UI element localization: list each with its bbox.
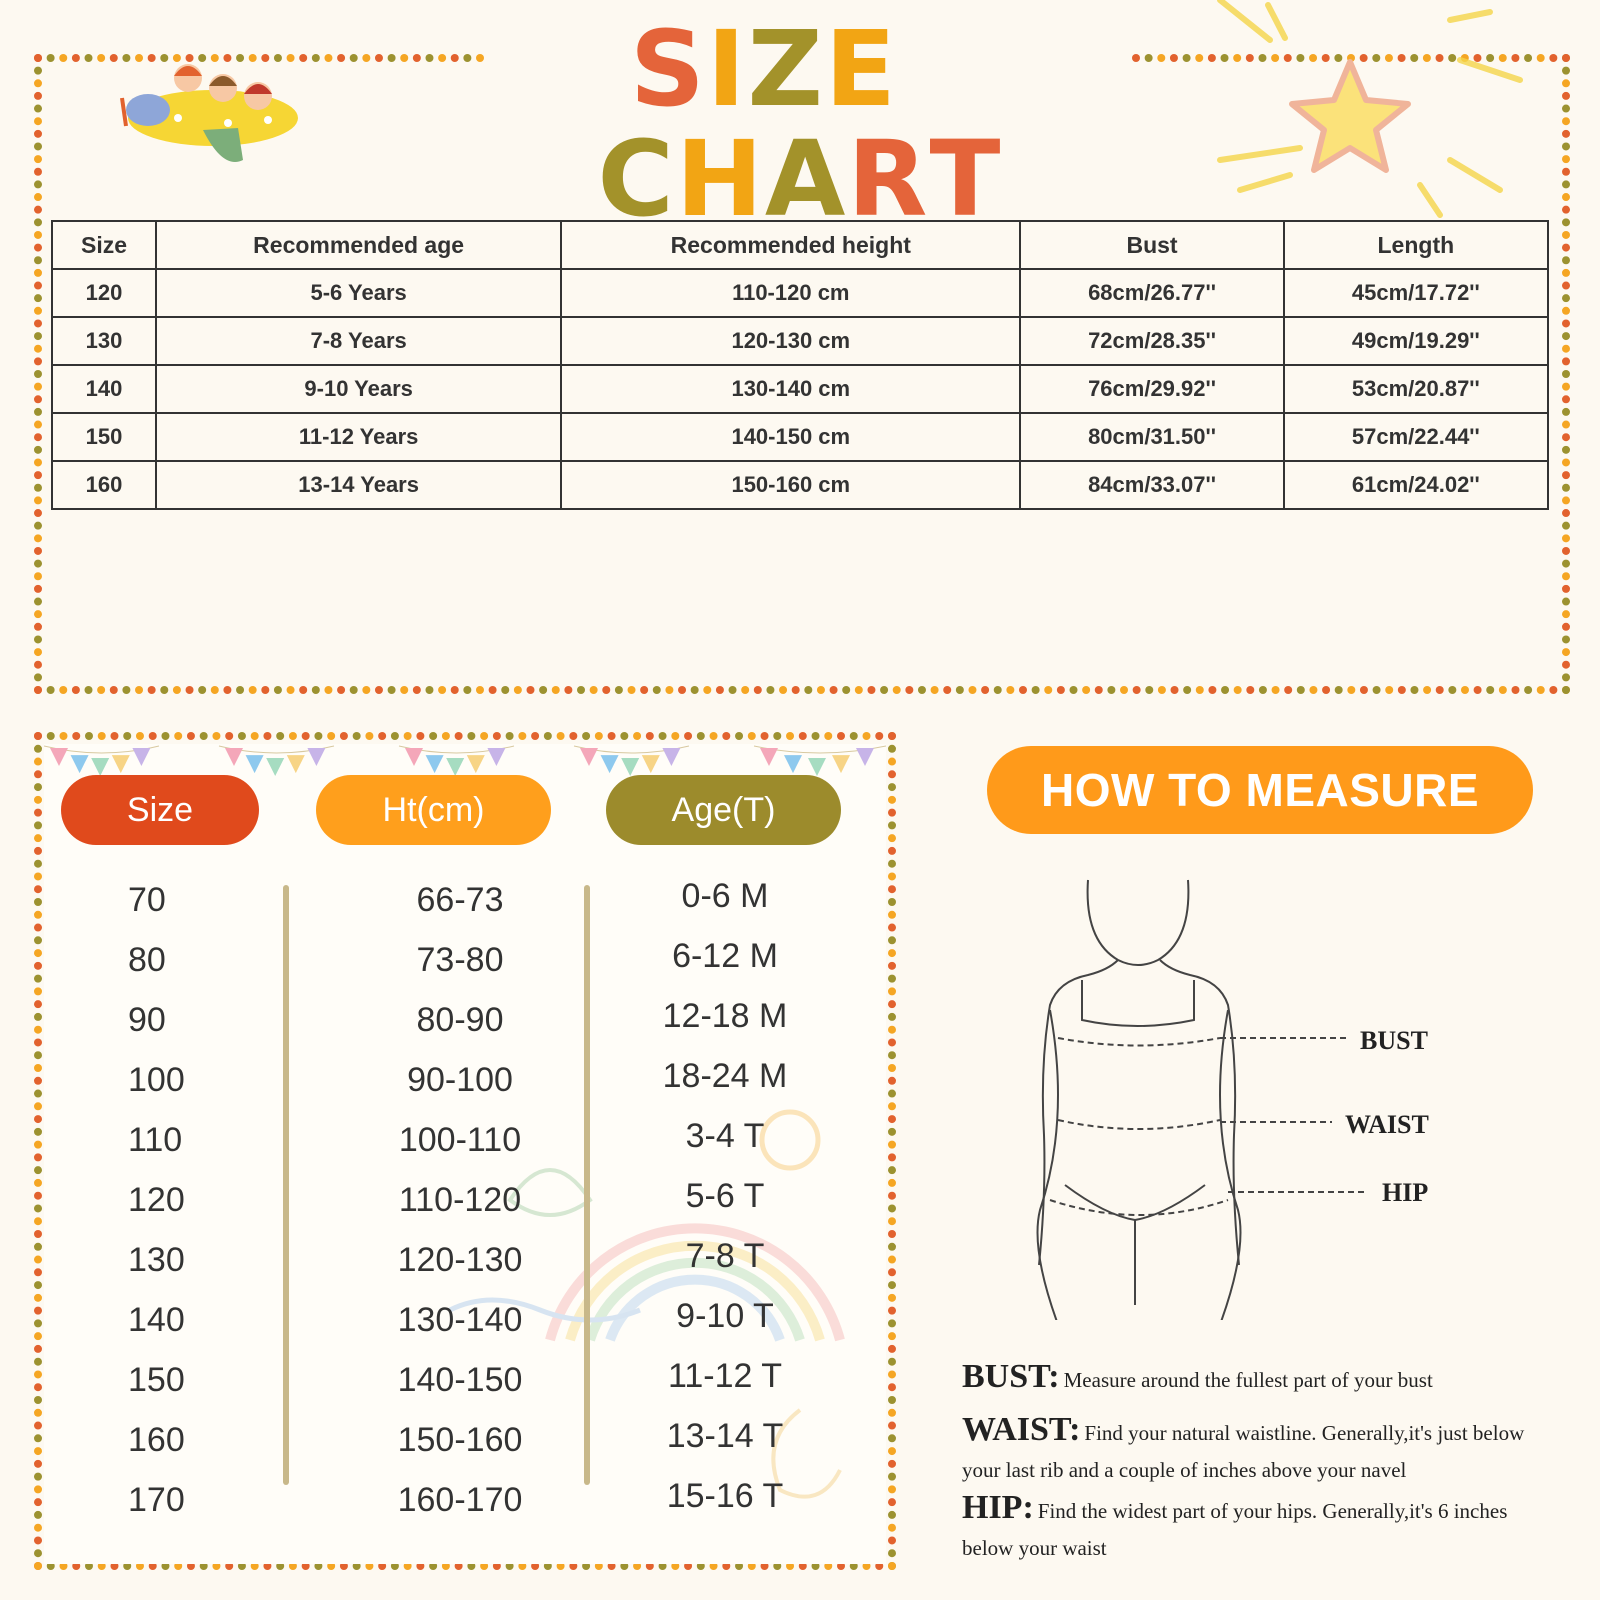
cell-age: 7-8 Years — [156, 317, 561, 365]
bust-instruction — [962, 1358, 1562, 1396]
height-value: 73-80 — [416, 941, 504, 979]
bust-label: BUST — [1360, 1026, 1428, 1055]
kids-airplane-illustration — [118, 48, 308, 178]
cell-age: 13-14 Years — [156, 461, 561, 509]
title-letter: R — [847, 118, 930, 240]
cell-length: 53cm/20.87'' — [1284, 365, 1548, 413]
size-value: 160 — [128, 1421, 185, 1459]
column-header-size: Size — [52, 221, 156, 269]
size-value: 90 — [128, 1001, 166, 1039]
waist-text: Find your natural waistline. Generally,it's just below your last rib and a couple of inches above your navel — [962, 1421, 1525, 1482]
age-value: 12-18 M — [662, 997, 788, 1035]
height-value: 120-130 — [397, 1241, 523, 1279]
star-icon — [1160, 0, 1540, 220]
cell-height: 150-160 cm — [561, 461, 1020, 509]
size-header-pill: Size — [61, 775, 259, 845]
cell-age: 5-6 Years — [156, 269, 561, 317]
column-header-bust: Bust — [1020, 221, 1283, 269]
page-title — [500, 8, 1100, 240]
size-chart-table — [51, 220, 1549, 510]
size-column — [128, 880, 238, 1540]
hip-instruction — [962, 1490, 1562, 1568]
column-header-age: Recommended age — [156, 221, 561, 269]
cell-size: 160 — [52, 461, 156, 509]
cell-bust: 80cm/31.50'' — [1020, 413, 1283, 461]
how-to-measure-heading: HOW TO MEASURE — [987, 746, 1533, 834]
table-row — [52, 269, 1548, 317]
body-measurement-illustration — [1020, 870, 1440, 1320]
waist-label: WAIST — [1345, 1110, 1429, 1139]
hip-term: HIP: — [962, 1489, 1034, 1526]
cell-bust: 76cm/29.92'' — [1020, 365, 1283, 413]
title-letter: C — [597, 118, 676, 240]
age-value: 5-6 T — [685, 1177, 765, 1215]
size-value: 140 — [128, 1301, 185, 1339]
waist-term: WAIST: — [962, 1411, 1081, 1448]
cell-height: 130-140 cm — [561, 365, 1020, 413]
size-value: 170 — [128, 1481, 185, 1519]
title-letter: H — [675, 118, 765, 240]
cell-age: 9-10 Years — [156, 365, 561, 413]
table-row — [52, 461, 1548, 509]
cell-height: 120-130 cm — [561, 317, 1020, 365]
height-value: 110-120 — [398, 1181, 522, 1219]
age-value: 6-12 M — [672, 937, 778, 975]
title-letter: Z — [747, 8, 825, 130]
size-value: 130 — [128, 1241, 185, 1279]
cell-length: 57cm/22.44'' — [1284, 413, 1548, 461]
height-value: 80-90 — [416, 1001, 504, 1039]
size-value: 150 — [128, 1361, 185, 1399]
height-value: 160-170 — [397, 1481, 523, 1519]
height-column — [370, 880, 550, 1540]
cell-bust: 84cm/33.07'' — [1020, 461, 1283, 509]
size-value: 100 — [128, 1061, 185, 1099]
title-letter: I — [706, 8, 748, 130]
age-value: 0-6 M — [681, 877, 769, 915]
title-letter: S — [629, 8, 707, 130]
cell-size: 120 — [52, 269, 156, 317]
height-value: 66-73 — [416, 881, 504, 919]
cell-height: 140-150 cm — [561, 413, 1020, 461]
column-header-length: Length — [1284, 221, 1548, 269]
column-divider — [584, 885, 590, 1485]
age-column — [640, 876, 810, 1536]
cell-length: 61cm/24.02'' — [1284, 461, 1548, 509]
table-header-row — [52, 221, 1548, 269]
title-letter: A — [764, 118, 848, 240]
size-value: 110 — [128, 1121, 183, 1159]
waist-instruction — [962, 1412, 1562, 1490]
bust-text: Measure around the fullest part of your bust — [1063, 1368, 1433, 1392]
height-value: 90-100 — [407, 1061, 513, 1099]
age-value: 3-4 T — [685, 1117, 765, 1155]
title-word-size — [629, 8, 898, 130]
title-letter: T — [929, 118, 1003, 240]
cell-length: 45cm/17.72'' — [1284, 269, 1548, 317]
title-word-chart — [597, 118, 1003, 240]
height-header-pill: Ht(cm) — [316, 775, 551, 845]
size-value: 70 — [128, 881, 166, 919]
cell-age: 11-12 Years — [156, 413, 561, 461]
size-value: 120 — [128, 1181, 185, 1219]
table-row — [52, 413, 1548, 461]
hip-label: HIP — [1382, 1178, 1429, 1207]
cell-length: 49cm/19.29'' — [1284, 317, 1548, 365]
column-header-height: Recommended height — [561, 221, 1020, 269]
age-value: 15-16 T — [666, 1477, 784, 1515]
height-value: 130-140 — [397, 1301, 523, 1339]
bust-term: BUST: — [962, 1358, 1060, 1395]
table-row — [52, 365, 1548, 413]
cell-size: 150 — [52, 413, 156, 461]
title-letter: E — [824, 8, 898, 130]
age-value: 11-12 T — [667, 1357, 783, 1395]
cell-size: 130 — [52, 317, 156, 365]
height-value: 100-110 — [398, 1121, 522, 1159]
size-value: 80 — [128, 941, 166, 979]
column-divider — [283, 885, 289, 1485]
cell-size: 140 — [52, 365, 156, 413]
cell-bust: 68cm/26.77'' — [1020, 269, 1283, 317]
age-header-pill: Age(T) — [606, 775, 841, 845]
age-value: 18-24 M — [662, 1057, 788, 1095]
cell-bust: 72cm/28.35'' — [1020, 317, 1283, 365]
age-value: 7-8 T — [685, 1237, 765, 1275]
height-value: 150-160 — [397, 1421, 523, 1459]
height-value: 140-150 — [397, 1361, 523, 1399]
hip-text: Find the widest part of your hips. Generally,it's 6 inches below your waist — [962, 1499, 1508, 1560]
age-value: 13-14 T — [666, 1417, 784, 1455]
age-value: 9-10 T — [676, 1297, 774, 1335]
table-row — [52, 317, 1548, 365]
cell-height: 110-120 cm — [561, 269, 1020, 317]
